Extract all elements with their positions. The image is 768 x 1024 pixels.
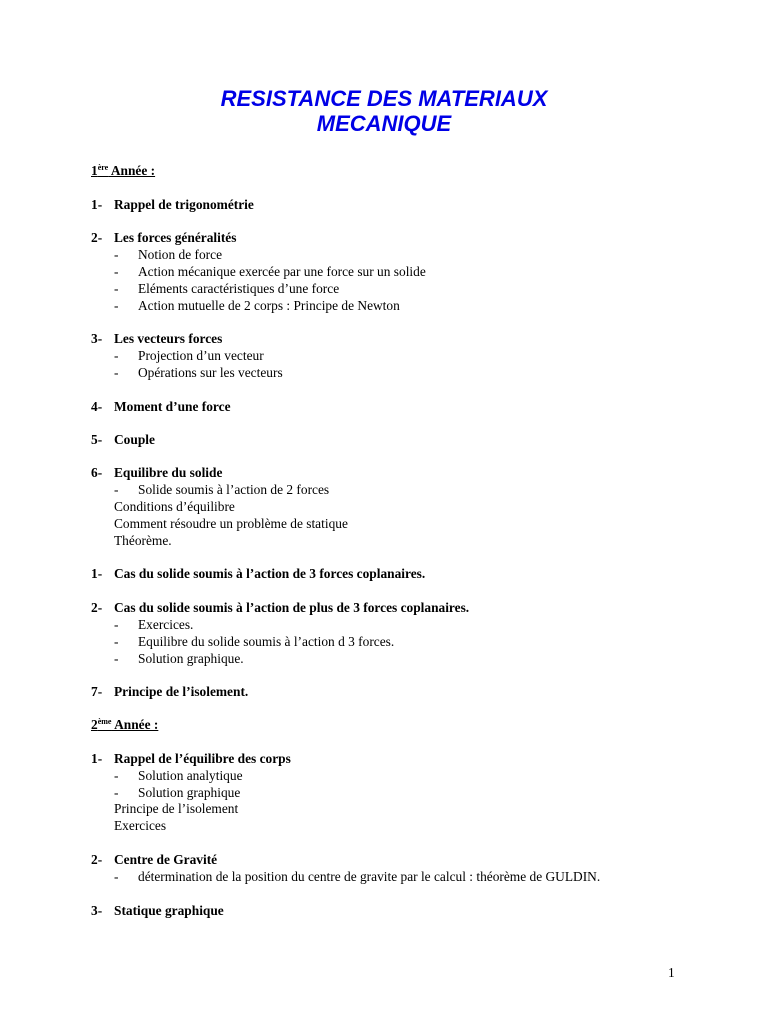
list-item: Solide soumis à l’action de 2 forces <box>138 482 330 497</box>
text-line: Principe de l’isolement <box>114 801 239 816</box>
list-item: Solution graphique <box>138 785 241 800</box>
text-line: Comment résoudre un problème de statique <box>114 516 348 531</box>
section-heading: 3- Les vecteurs forces <box>91 331 223 346</box>
list-item: détermination de la position du centre de gravite par le calcul : théorème de GULDIN. <box>138 869 601 884</box>
section-heading: 3- Statique graphique <box>91 903 224 918</box>
section-heading: 2- Centre de Gravité <box>91 852 218 867</box>
document-title-line2: MECANIQUE <box>316 111 452 136</box>
section-heading: 5- Couple <box>91 432 155 447</box>
text-line: Conditions d’équilibre <box>114 499 235 514</box>
list-bullet: - <box>114 264 119 279</box>
section-heading: 2- Les forces généralités <box>91 230 237 245</box>
text-line: Théorème. <box>114 533 172 548</box>
list-item: Solution graphique. <box>138 651 244 666</box>
list-bullet: - <box>114 348 119 363</box>
list-item: Equilibre du solide soumis à l’action d 3 forces. <box>138 634 395 649</box>
section-heading: 1- Cas du solide soumis à l’action de 3 forces coplanaires. <box>91 566 426 581</box>
list-bullet: - <box>114 768 119 783</box>
document-title-line1: RESISTANCE DES MATERIAUX <box>220 86 548 111</box>
list-item: Eléments caractéristiques d’une force <box>138 281 340 296</box>
list-bullet: - <box>114 281 119 296</box>
list-bullet: - <box>114 482 119 497</box>
list-bullet: - <box>114 365 119 380</box>
section-heading: 6- Equilibre du solide <box>91 465 223 480</box>
section-heading: 2- Cas du solide soumis à l’action de plus de 3 forces coplanaires. <box>91 600 470 615</box>
list-bullet: - <box>114 634 119 649</box>
section-heading: 1- Rappel de trigonométrie <box>91 197 254 212</box>
list-item: Notion de force <box>138 247 223 262</box>
page-number: 1 <box>668 965 675 980</box>
list-bullet: - <box>114 298 119 313</box>
list-item: Exercices. <box>138 617 194 632</box>
year2-heading: 2ème Année : <box>91 717 159 732</box>
section-heading: 1- Rappel de l’équilibre des corps <box>91 751 291 766</box>
section-heading: 7- Principe de l’isolement. <box>91 684 249 699</box>
list-item: Opérations sur les vecteurs <box>138 365 283 380</box>
list-item: Action mécanique exercée par une force sur un solide <box>138 264 426 279</box>
list-bullet: - <box>114 785 119 800</box>
list-bullet: - <box>114 247 119 262</box>
list-item: Solution analytique <box>138 768 243 783</box>
text-line: Exercices <box>114 818 167 833</box>
list-bullet: - <box>114 651 119 666</box>
list-bullet: - <box>114 869 119 884</box>
section-heading: 4- Moment d’une force <box>91 399 231 414</box>
list-item: Action mutuelle de 2 corps : Principe de Newton <box>138 298 400 313</box>
list-bullet: - <box>114 617 119 632</box>
year1-heading: 1ère Année : <box>91 163 156 178</box>
list-item: Projection d’un vecteur <box>138 348 264 363</box>
